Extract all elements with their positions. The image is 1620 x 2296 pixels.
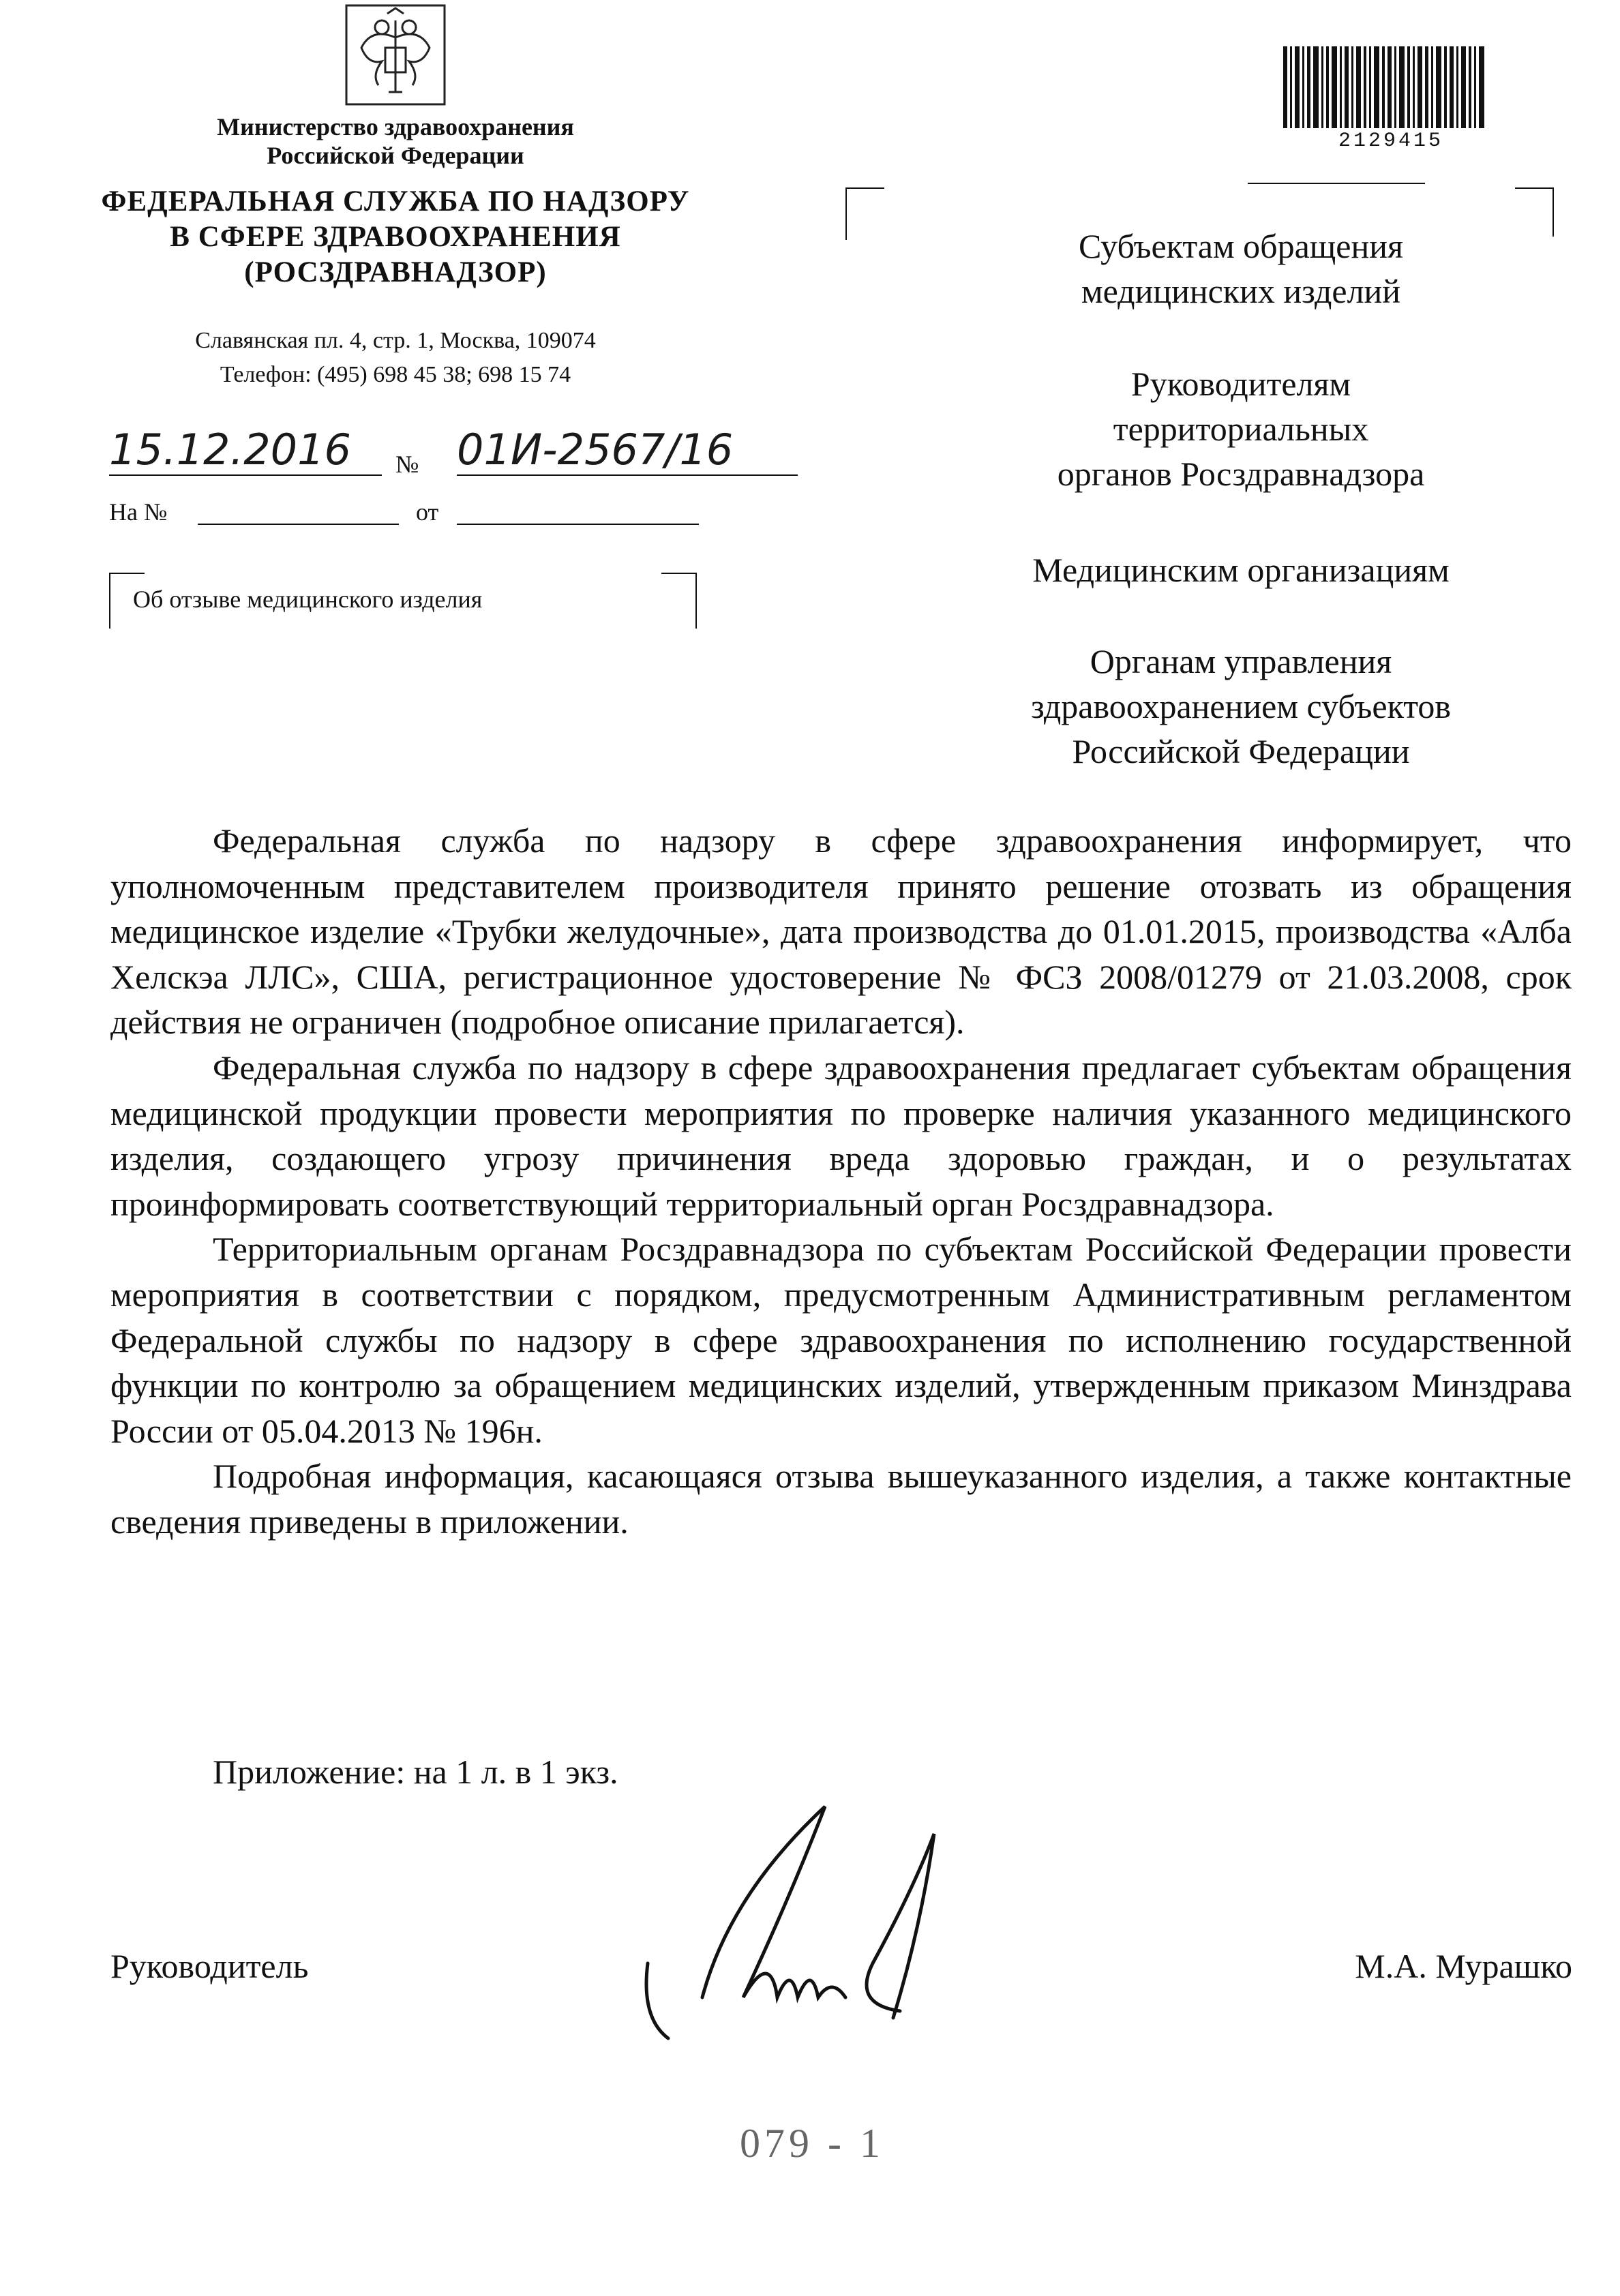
- recipient-group-3: [893, 547, 1589, 592]
- recipient-line: Органам управления: [1090, 642, 1392, 680]
- reply-number-label: На №: [109, 498, 168, 526]
- recipient-line: Руководителям: [1130, 365, 1351, 403]
- recipient-line: Медицинским организациям: [1032, 551, 1450, 589]
- agency-line-2: В СФЕРЕ ЗДРАВООХРАНЕНИЯ: [170, 221, 621, 253]
- registration-number: 01И-2567/16: [457, 425, 798, 476]
- agency-address: Славянская пл. 4, стр. 1, Москва, 109074: [195, 328, 596, 353]
- reply-number-blank: [198, 524, 399, 525]
- reply-reference-line: [109, 498, 709, 532]
- reply-from-label: от: [416, 498, 439, 526]
- agency-phone: Телефон: (495) 698 45 38; 698 15 74: [220, 362, 571, 387]
- recipient-group-2: [893, 361, 1589, 496]
- handwritten-signature: [627, 1793, 982, 2066]
- ministry-name: [150, 112, 641, 170]
- registration-date: 15.12.2016: [109, 425, 382, 476]
- recipient-line: медицинских изделий: [1081, 272, 1401, 310]
- recipient-line: Субъектам обращения: [1079, 227, 1403, 265]
- agency-line-1: ФЕДЕРАЛЬНАЯ СЛУЖБА ПО НАДЗОРУ: [101, 185, 690, 217]
- agency-name: [82, 184, 709, 290]
- recipient-line: органов Росздравнадзора: [1057, 455, 1425, 493]
- body-paragraph: Федеральная служба по надзору в сфере здравоохранения информирует, что уполномоченным представителем производителя принято решение отозвать из обращения медицинское изделие «Трубки желудочные», дата производства до 01.01.2015, производства «Алба Хелскэа ЛЛС», США, регистрационное удостоверение № ФСЗ 2008/01279 от 21.03.2008, срок действия не ограничен (подробное описание прилагается).: [110, 821, 1572, 1042]
- subject-bracket-right: [661, 573, 697, 629]
- signer-title: Руководитель: [110, 1947, 309, 1985]
- letter-subject: Об отзыве медицинского изделия: [133, 586, 483, 613]
- barcode-icon: [1282, 46, 1486, 128]
- coat-of-arms-icon: [334, 0, 457, 112]
- signer-name: М.А. Мурашко: [1355, 1947, 1572, 1985]
- reply-date-blank: [457, 524, 699, 525]
- agency-line-3: (РОСЗДРАВНАДЗОР): [244, 256, 547, 288]
- letter-body: [110, 818, 1572, 1545]
- recipient-group-4: [893, 639, 1589, 774]
- recipient-line: территориальных: [1113, 410, 1369, 448]
- body-paragraph: Федеральная служба по надзору в сфере здравоохранения предлагает субъектам обращения медицинской продукции провести мероприятия по проверке наличия указанного медицинского изделия, создающего угрозу причинения вреда здоровью граждан, и о результатах проинформировать соответствующий территориальный орган Росздравнадзора.: [110, 1048, 1572, 1223]
- recipient-bracket-left: [845, 187, 884, 240]
- footer-stamp-mark: 079 - 1: [740, 2121, 884, 2166]
- registration-line: [109, 419, 832, 481]
- body-paragraph: Подробная информация, касающаяся отзыва вышеуказанного изделия, а также контактные сведения приведены в приложении.: [110, 1457, 1572, 1541]
- body-paragraph: Территориальным органам Росздравнадзора по субъектам Российской Федерации провести мероприятия в соответствии с порядком, предусмотренным Административным регламентом Федеральной службы по надзору в сфере здравоохранения по исполнению государственной функции по контролю за обращением медицинских изделий, утвержденным приказом Минздрава России от 05.04.2013 № 196н.: [110, 1230, 1572, 1450]
- ministry-line-1: Министерство здравоохранения: [217, 113, 574, 140]
- ministry-line-2: Российской Федерации: [267, 142, 524, 169]
- recipient-line: здравоохранением субъектов: [1030, 687, 1452, 725]
- recipient-line: Российской Федерации: [1072, 732, 1410, 770]
- barcode-underline: [1248, 183, 1425, 184]
- barcode-number: 2129415: [1338, 130, 1444, 153]
- attachment-note: Приложение: на 1 л. в 1 экз.: [213, 1753, 618, 1791]
- registration-number-label: №: [395, 451, 419, 478]
- recipient-group-1: [893, 224, 1589, 314]
- agency-address-block: [136, 324, 655, 392]
